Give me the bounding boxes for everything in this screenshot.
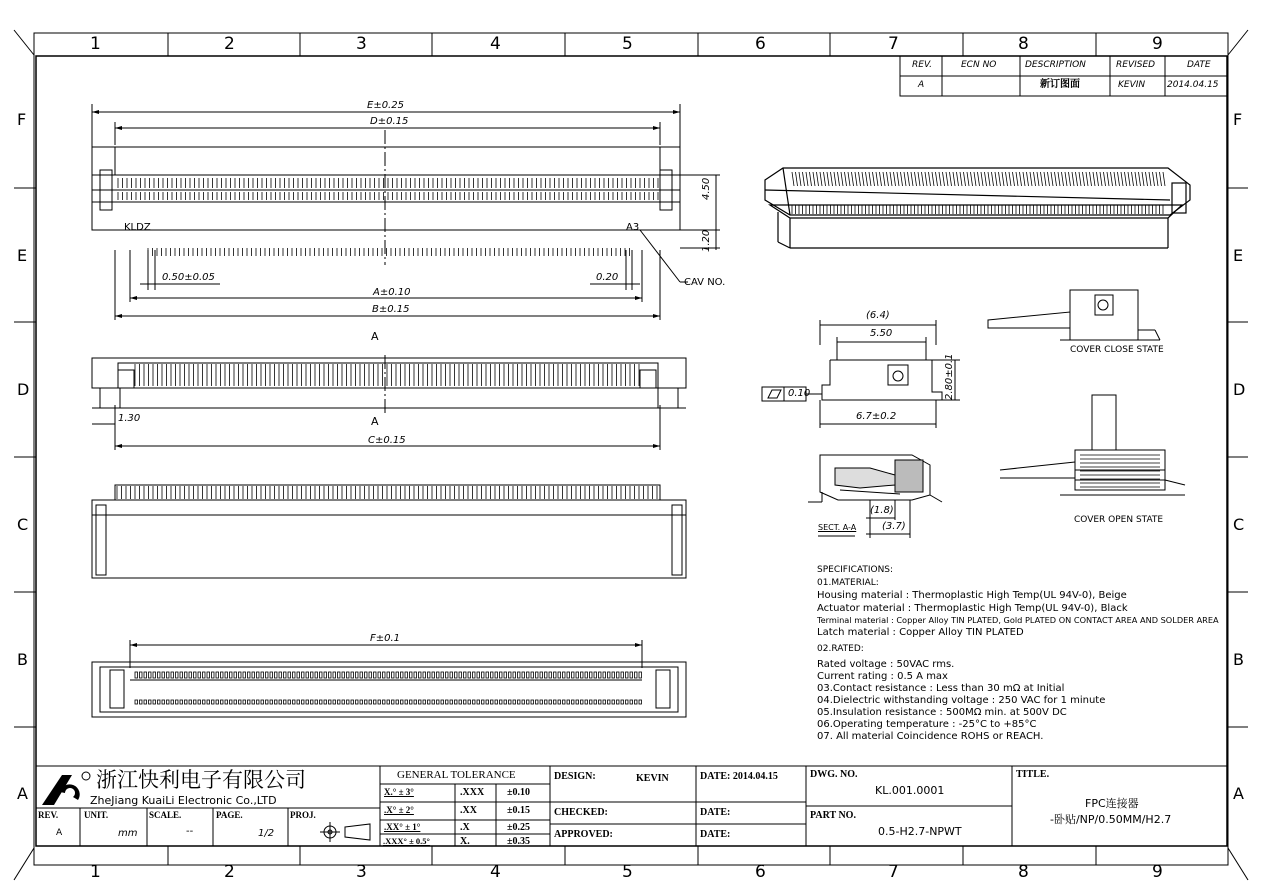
spec-line: Housing material : Thermoplastic High Temp(UL 94V-0), Beige [817, 590, 1127, 601]
col-label: 1 [90, 34, 101, 54]
spec-line: 01.MATERIAL: [817, 578, 879, 588]
rev-value: A [918, 80, 925, 90]
company-logo-icon [42, 772, 90, 805]
unit-value: mm [118, 828, 138, 839]
dim-a: A±0.10 [373, 287, 411, 298]
tol-value: ±0.15 [507, 805, 530, 816]
revised-value: KEVIN [1118, 80, 1146, 90]
design-label: DESIGN: [554, 771, 596, 782]
cover-open-drawing [1000, 395, 1185, 495]
col-label: 7 [888, 862, 899, 882]
tol-angle: .XX° ± 1° [384, 822, 421, 832]
spec-line: 02.RATED: [817, 644, 864, 654]
company-name-cn: 浙江快利电子有限公司 [96, 768, 306, 792]
rev-value: A [56, 828, 63, 838]
col-label: 8 [1018, 34, 1029, 54]
spec-line: Current rating : 0.5 A max [817, 671, 948, 682]
tol-decimal: .X [460, 822, 470, 833]
dim-2-80: 2.80±0.1 [944, 353, 955, 400]
back-view [92, 485, 686, 578]
row-label: C [17, 515, 29, 534]
page-value: 1/2 [258, 828, 275, 839]
title-label: TITLE. [1016, 769, 1050, 780]
scale-label: SCALE. [149, 810, 182, 820]
col-label: 5 [622, 34, 633, 54]
row-label: C [1233, 515, 1245, 534]
col-label: 3 [356, 34, 367, 54]
spec-line: Terminal material : Copper Alloy TIN PLATED, Gold PLATED ON CONTACT AREA AND SOLDER AREA [817, 615, 1219, 625]
row-label: A [17, 784, 28, 803]
dim-offset: 1.20 [701, 229, 712, 252]
row-label: D [1233, 380, 1246, 399]
tol-decimal: .XXX [460, 787, 485, 798]
tol-decimal: X. [460, 836, 470, 847]
corner-line [14, 30, 34, 55]
dim-6-7: 6.7±0.2 [856, 411, 897, 422]
scale-value: -- [186, 826, 194, 837]
col-label: 4 [490, 862, 501, 882]
cav-note: CAV NO. [684, 277, 726, 288]
dim-1-30: 1.30 [118, 413, 141, 424]
cover-open-label: COVER OPEN STATE [1074, 515, 1164, 525]
tol-angle: X.° ± 3° [384, 787, 414, 797]
spec-line: Rated voltage : 50VAC rms. [817, 659, 955, 670]
date-design: DATE: 2014.04.15 [700, 771, 778, 782]
tol-value: ±0.25 [507, 822, 530, 833]
label-kldz: KLDZ [124, 222, 151, 233]
corner-line [14, 848, 34, 880]
corner-line [1228, 848, 1248, 880]
date-value: 2014.04.15 [1167, 80, 1219, 90]
revised-header: REVISED [1116, 60, 1156, 70]
tolerance-title: GENERAL TOLERANCE [397, 769, 516, 781]
description-value: 新订图面 [1040, 79, 1080, 90]
dim-b: B±0.15 [372, 304, 410, 315]
tol-value: ±0.10 [507, 787, 530, 798]
rev-header: REV. [912, 60, 932, 70]
spec-line: 03.Contact resistance : Less than 30 mΩ at Initial [817, 683, 1065, 694]
spec-line: Latch material : Copper Alloy TIN PLATED [817, 627, 1024, 638]
rev-label: REV. [38, 810, 59, 820]
col-label: 9 [1152, 34, 1163, 54]
company-name-en: ZheJiang KuaiLi Electronic Co.,LTD [90, 794, 277, 807]
spec-line: 05.Insulation resistance : 500MΩ min. at 500V DC [817, 707, 1067, 718]
ecn-header: ECN NO [961, 60, 997, 70]
tol-angle: .X° ± 2° [384, 805, 414, 815]
unit-label: UNIT. [84, 810, 109, 820]
col-label: 3 [356, 862, 367, 882]
row-label: D [17, 380, 30, 399]
dim-d: D±0.15 [370, 116, 409, 127]
title-line-1: FPC连接器 [1085, 797, 1139, 810]
col-label: 9 [1152, 862, 1163, 882]
design-value: KEVIN [636, 773, 669, 784]
dwg-label: DWG. NO. [810, 769, 858, 780]
cover-close-label: COVER CLOSE STATE [1070, 345, 1164, 355]
corner-line [1228, 30, 1248, 55]
flatness-value: 0.10 [788, 388, 811, 399]
tol-value: ±0.35 [507, 836, 530, 847]
description-header: DESCRIPTION [1025, 60, 1086, 70]
projection-symbol-icon [320, 822, 370, 842]
dim-e: E±0.25 [367, 100, 404, 111]
col-label: 4 [490, 34, 501, 54]
row-label: F [1233, 110, 1243, 129]
row-label: B [1233, 650, 1244, 669]
tol-decimal: .XX [460, 805, 477, 816]
col-label: 7 [888, 34, 899, 54]
dim-5-50: 5.50 [870, 328, 893, 339]
page-label: PAGE. [216, 810, 243, 820]
col-label: 6 [755, 862, 766, 882]
approved-label: APPROVED: [554, 829, 613, 840]
col-label: 8 [1018, 862, 1029, 882]
tol-angle: .XXX° ± 0.5° [383, 836, 430, 846]
cover-close-drawing [988, 290, 1160, 340]
date-header: DATE [1187, 60, 1211, 70]
spec-line: SPECIFICATIONS: [817, 565, 894, 575]
row-label: E [17, 246, 28, 265]
col-label: 2 [224, 34, 235, 54]
section-mark-bottom: A [371, 415, 379, 428]
spec-line: 06.Operating temperature : -25°C to +85°C [817, 719, 1037, 730]
spec-line: 07. All material Coincidence ROHS or REACH. [817, 731, 1044, 742]
section-mark-top: A [371, 330, 379, 343]
row-label: B [17, 650, 28, 669]
title-line-2: -卧贴/NP/0.50MM/H2.7 [1050, 813, 1172, 826]
dwg-value: KL.001.0001 [875, 784, 945, 797]
part-label: PART NO. [810, 810, 856, 821]
row-label: A [1233, 784, 1244, 803]
dim-3-7: (3.7) [882, 521, 906, 532]
col-label: 6 [755, 34, 766, 54]
col-label: 1 [90, 862, 101, 882]
dim-1-8: (1.8) [870, 505, 894, 516]
outer-frame [34, 33, 1228, 865]
part-value: 0.5-H2.7-NPWT [878, 825, 962, 838]
proj-label: PROJ. [290, 810, 316, 820]
dim-c: C±0.15 [368, 435, 406, 446]
dim-height: 4.50 [701, 177, 712, 200]
section-label: SECT. A-A [818, 523, 857, 532]
col-label: 5 [622, 862, 633, 882]
row-label: E [1233, 246, 1244, 265]
spec-line: Actuator material : Thermoplastic High Temp(UL 94V-0), Black [817, 603, 1128, 614]
checked-label: CHECKED: [554, 807, 608, 818]
dim-pin-width: 0.20 [596, 272, 619, 283]
date-approved: DATE: [700, 829, 731, 840]
dim-pitch: 0.50±0.05 [162, 272, 215, 283]
col-label: 2 [224, 862, 235, 882]
dim-f: F±0.1 [370, 633, 401, 644]
label-a3: A3 [626, 222, 640, 233]
bottom-view [92, 640, 686, 717]
spec-line: 04.Dielectric withstanding voltage : 250 VAC for 1 minute [817, 695, 1106, 706]
dim-6-4: (6.4) [866, 310, 890, 321]
date-checked: DATE: [700, 807, 731, 818]
row-label: F [17, 110, 27, 129]
row-ticks [14, 188, 1248, 727]
